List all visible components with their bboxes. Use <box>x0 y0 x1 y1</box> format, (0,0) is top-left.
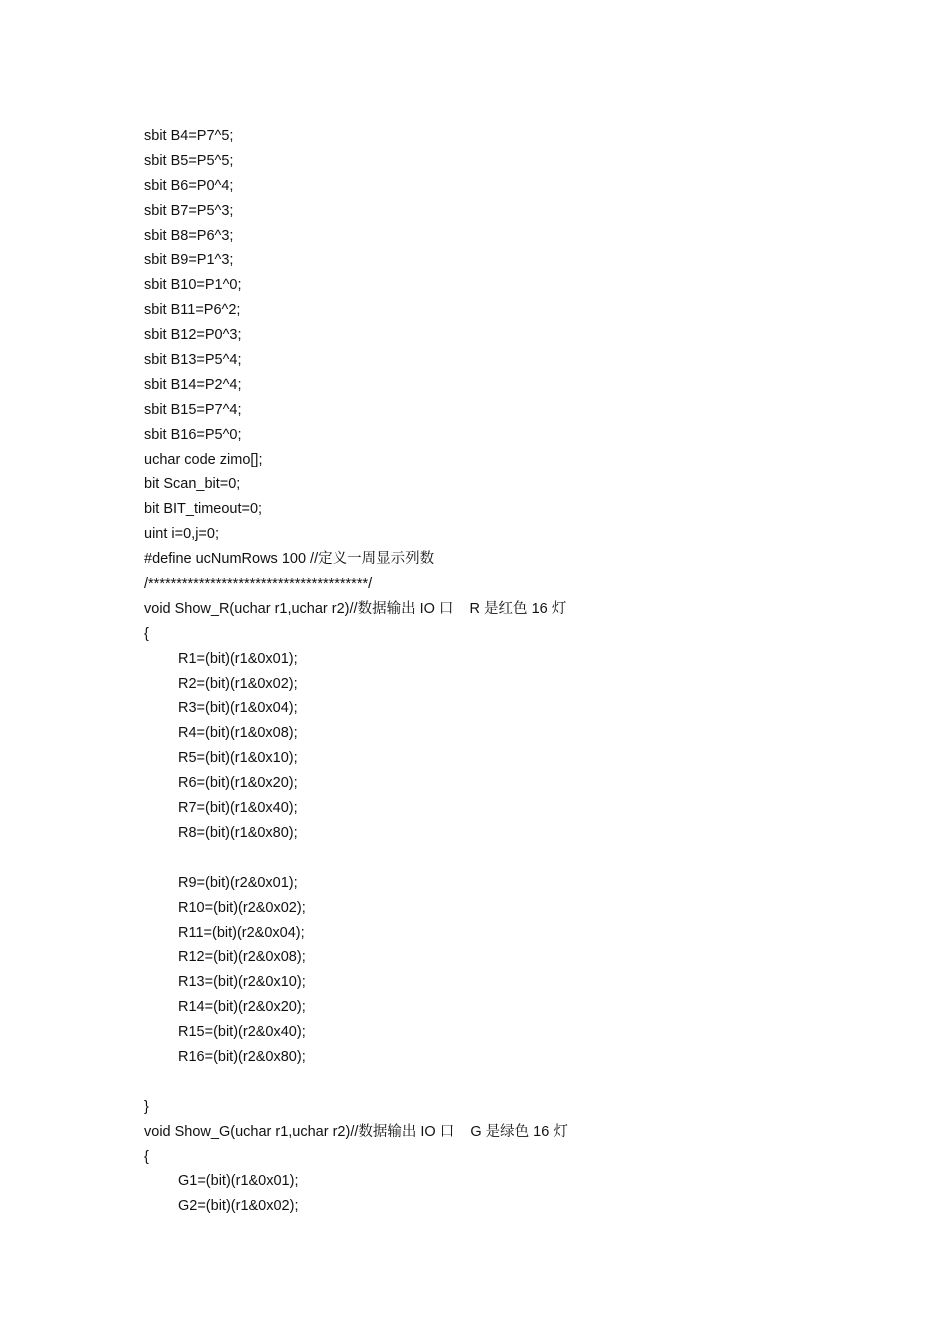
code-line: uint i=0,j=0; <box>144 526 219 543</box>
code-line: R12=(bit)(r2&0x08); <box>178 949 306 966</box>
code-line: /***************************************/ <box>144 576 373 593</box>
code-listing <box>144 124 844 1219</box>
code-line: void Show_G(uchar r1,uchar r2)//数据输出 IO 口 G 是绿色 16 灯 <box>144 1123 568 1140</box>
code-line: sbit B14=P2^4; <box>144 376 242 393</box>
code-line: #define ucNumRows 100 //定义一周显示列数 <box>144 551 435 568</box>
code-line: sbit B8=P6^3; <box>144 227 234 244</box>
code-line: R7=(bit)(r1&0x40); <box>178 800 298 817</box>
code-line: R6=(bit)(r1&0x20); <box>178 775 298 792</box>
code-line: sbit B11=P6^2; <box>144 302 241 319</box>
code-line: sbit B12=P0^3; <box>144 327 242 344</box>
code-line: R16=(bit)(r2&0x80); <box>178 1048 306 1065</box>
code-line: G2=(bit)(r1&0x02); <box>178 1198 299 1215</box>
code-line: uchar code zimo[]; <box>144 451 263 468</box>
code-line: R8=(bit)(r1&0x80); <box>178 824 298 841</box>
code-line: R13=(bit)(r2&0x10); <box>178 974 306 991</box>
code-line: sbit B13=P5^4; <box>144 352 242 369</box>
code-line: sbit B16=P5^0; <box>144 426 242 443</box>
code-line: bit Scan_bit=0; <box>144 476 241 493</box>
blank-line <box>144 846 844 871</box>
code-line: sbit B6=P0^4; <box>144 177 234 194</box>
code-line: sbit B7=P5^3; <box>144 202 234 219</box>
code-line: { <box>144 625 149 642</box>
code-line: { <box>144 1148 149 1165</box>
code-line: sbit B9=P1^3; <box>144 252 234 269</box>
code-line: R14=(bit)(r2&0x20); <box>178 999 306 1016</box>
code-line: G1=(bit)(r1&0x01); <box>178 1173 299 1190</box>
code-line: R10=(bit)(r2&0x02); <box>178 899 306 916</box>
code-line: R1=(bit)(r1&0x01); <box>178 650 298 667</box>
code-line: R2=(bit)(r1&0x02); <box>178 675 298 692</box>
code-line: void Show_R(uchar r1,uchar r2)//数据输出 IO 口 R 是红色 16 灯 <box>144 600 567 617</box>
blank-line <box>144 1070 844 1095</box>
code-line: R11=(bit)(r2&0x04); <box>178 924 305 941</box>
code-line: } <box>144 1098 149 1115</box>
code-line: bit BIT_timeout=0; <box>144 501 263 518</box>
code-line: sbit B15=P7^4; <box>144 401 242 418</box>
code-line: sbit B10=P1^0; <box>144 277 242 294</box>
code-line: R3=(bit)(r1&0x04); <box>178 700 298 717</box>
code-line: sbit B5=P5^5; <box>144 152 234 169</box>
code-line: R4=(bit)(r1&0x08); <box>178 725 298 742</box>
code-line: R9=(bit)(r2&0x01); <box>178 874 298 891</box>
code-line: sbit B4=P7^5; <box>144 128 234 144</box>
code-line: R15=(bit)(r2&0x40); <box>178 1024 306 1041</box>
code-line: R5=(bit)(r1&0x10); <box>178 750 298 767</box>
